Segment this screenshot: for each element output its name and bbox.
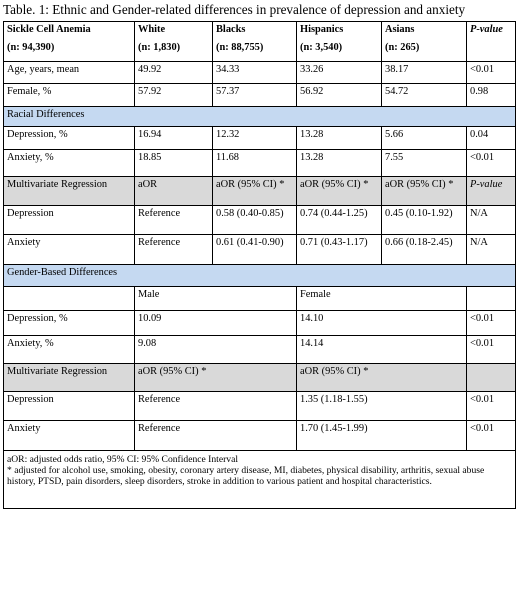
table-cell: 34.33 (213, 62, 297, 84)
table-cell: 57.92 (135, 84, 213, 107)
header-cell: Sickle Cell Anemia (4, 22, 135, 40)
table-cell: 38.17 (382, 62, 467, 84)
data-table (3, 21, 516, 509)
header-cell: (n: 265) (382, 40, 467, 62)
table-row (4, 62, 516, 84)
table-cell: 1.70 (1.45-1.99) (297, 421, 467, 451)
table-row (4, 392, 516, 421)
table-row (4, 364, 516, 392)
table-cell: 0.45 (0.10-1.92) (382, 206, 467, 235)
header-row (4, 22, 516, 40)
table-cell: N/A (467, 235, 516, 265)
table-cell: 14.10 (297, 311, 467, 336)
table-cell: Depression, % (4, 311, 135, 336)
table-cell: 0.61 (0.41-0.90) (213, 235, 297, 265)
table-row (4, 127, 516, 150)
header-cell (467, 40, 516, 62)
table-cell: Female (297, 287, 467, 311)
header-cell: White (135, 22, 213, 40)
table-cell: <0.01 (467, 392, 516, 421)
table-cell: 18.85 (135, 150, 213, 177)
table-cell: P-value (467, 177, 516, 206)
table-row (4, 421, 516, 451)
table-cell: <0.01 (467, 62, 516, 84)
footnote-cell (4, 451, 516, 509)
table-cell: 11.68 (213, 150, 297, 177)
table-cell: Depression (4, 392, 135, 421)
footnote-adjustment: * adjusted for alcohol use, smoking, obesity, coronary artery disease, MI, diabetes, physical disability, arthritis, sexual abuse history, PTSD, pain disorders, sleep disorders, stroke in addition to various patient and hospital characteristics. (7, 465, 485, 487)
header-cell: (n: 1,830) (135, 40, 213, 62)
section-row (4, 265, 516, 287)
header-row (4, 40, 516, 62)
table-cell: 9.08 (135, 336, 297, 364)
table-cell: aOR (95% CI) * (213, 177, 297, 206)
table-cell: 54.72 (382, 84, 467, 107)
table-cell: Anxiety (4, 421, 135, 451)
table-cell: Reference (135, 235, 213, 265)
table-cell: 14.14 (297, 336, 467, 364)
table-cell: aOR (95% CI) * (297, 364, 467, 392)
table-cell: Multivariate Regression (4, 364, 135, 392)
table-cell: 10.09 (135, 311, 297, 336)
table-cell: <0.01 (467, 421, 516, 451)
table-row (4, 311, 516, 336)
table-cell: 0.74 (0.44-1.25) (297, 206, 382, 235)
table-cell: 16.94 (135, 127, 213, 150)
table-cell: 13.28 (297, 127, 382, 150)
table-cell: Multivariate Regression (4, 177, 135, 206)
table-cell: 0.98 (467, 84, 516, 107)
table-cell: Anxiety (4, 235, 135, 265)
table-cell (467, 364, 516, 392)
table-cell: 56.92 (297, 84, 382, 107)
table-row (4, 235, 516, 265)
footnote-abbreviations: aOR: adjusted odds ratio, 95% CI: 95% Confidence Interval (7, 454, 238, 465)
table-cell: 33.26 (297, 62, 382, 84)
header-cell: (n: 3,540) (297, 40, 382, 62)
table-cell: 1.35 (1.18-1.55) (297, 392, 467, 421)
table-row (4, 150, 516, 177)
table-cell: Depression (4, 206, 135, 235)
section-title: Gender-Based Differences (4, 265, 516, 287)
table-cell: Male (135, 287, 297, 311)
table-row (4, 287, 516, 311)
section-row (4, 107, 516, 127)
table-cell: aOR (95% CI) * (297, 177, 382, 206)
table-cell: aOR (95% CI) * (382, 177, 467, 206)
header-cell: Asians (382, 22, 467, 40)
table-cell: Depression, % (4, 127, 135, 150)
table-cell: Anxiety, % (4, 336, 135, 364)
table-cell: Reference (135, 206, 213, 235)
table-cell: 57.37 (213, 84, 297, 107)
header-cell: (n: 94,390) (4, 40, 135, 62)
table-cell: aOR (135, 177, 213, 206)
footnote-row (4, 451, 516, 509)
table-row (4, 84, 516, 107)
table-cell (467, 287, 516, 311)
table-row (4, 336, 516, 364)
header-cell: Blacks (213, 22, 297, 40)
header-cell: (n: 88,755) (213, 40, 297, 62)
table-cell: aOR (95% CI) * (135, 364, 297, 392)
table-cell: Age, years, mean (4, 62, 135, 84)
table-cell (4, 287, 135, 311)
section-title: Racial Differences (4, 107, 516, 127)
table-cell: Anxiety, % (4, 150, 135, 177)
table-cell: 0.66 (0.18-2.45) (382, 235, 467, 265)
table-cell: <0.01 (467, 311, 516, 336)
table-cell: <0.01 (467, 150, 516, 177)
table-cell: 49.92 (135, 62, 213, 84)
table-cell: Reference (135, 421, 297, 451)
table-cell: 0.58 (0.40-0.85) (213, 206, 297, 235)
header-cell: P-value (467, 22, 516, 40)
table-cell: 13.28 (297, 150, 382, 177)
table-cell: Reference (135, 392, 297, 421)
table-caption: Table. 1: Ethnic and Gender-related differences in prevalence of depression and anxiety (3, 2, 466, 17)
table-cell: 7.55 (382, 150, 467, 177)
header-cell: Hispanics (297, 22, 382, 40)
table-cell: <0.01 (467, 336, 516, 364)
table-cell: 5.66 (382, 127, 467, 150)
table-cell: N/A (467, 206, 516, 235)
table-row (4, 206, 516, 235)
table-row (4, 177, 516, 206)
table-cell: 12.32 (213, 127, 297, 150)
table-cell: 0.71 (0.43-1.17) (297, 235, 382, 265)
table-cell: Female, % (4, 84, 135, 107)
table-cell: 0.04 (467, 127, 516, 150)
